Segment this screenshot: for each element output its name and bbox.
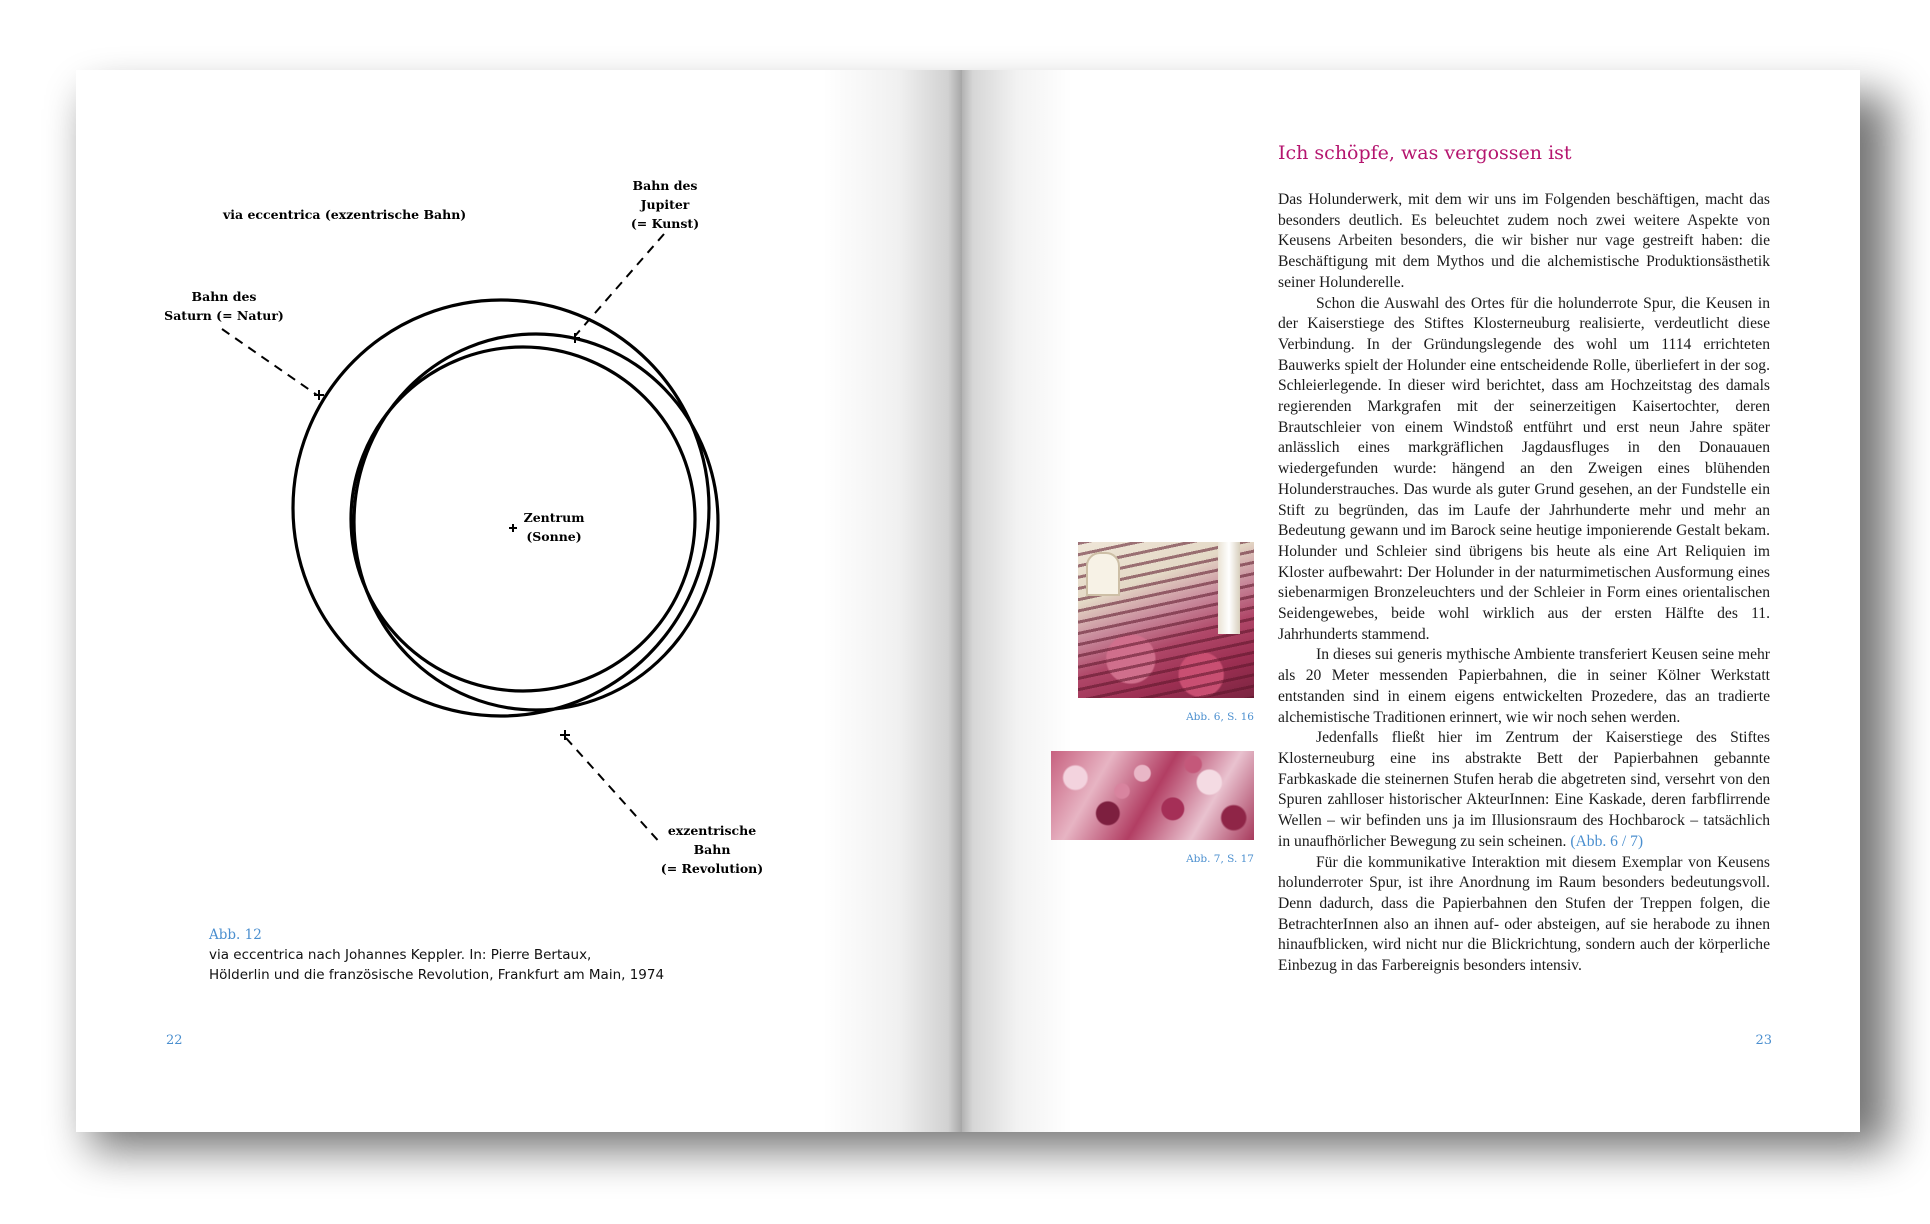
saturn-label-line1: Bahn des — [191, 289, 257, 304]
paragraph-5: Für die kommunikative Interaktion mit diesem Exemplar von Keusens holunderroter Spur, ist ihre Anordnung im Raum besonders bedeutungsvoll. Denn dadurch, dass die Papierbahnen den Stufen der Treppen folgen, die BetrachterInnen also an ihnen auf- oder absteigen, auf sie herabode zu ihnen hinaufblicken, wird nicht nur die Blickrichtung, sondern auch der körperliche Einbezug in das Farbereignis besonders intensiv. — [1278, 853, 1770, 975]
paragraph-3: In dieses sui generis mythische Ambiente transferiert Keusen seine mehr als 20 Meter messenden Papierbahnen, die in seiner Kölner Werkstatt entstanden sind in einem eigens entwickelten Prozedere, das an tradierte alchemistische Traditionen erinnert, wie wir noch sehen werden. — [1278, 646, 1770, 726]
figure-caption — [209, 925, 849, 985]
paragraph-2: Schon die Auswahl des Ortes für die holunderrote Spur, die Keusen in der Kaiserstiege des Stiftes Klosterneuburg realisierte, verdeutlicht diese Verbindung. In der Gründungslegende des wohl um 1114 errichteten Bauwerks spielt der Holunder eine entscheidende Rolle, überliefert in der sog. Schleierlegende. In dieser wird berichtet, dass am Hochzeitstag des damals regierenden Markgrafen mit der seinerzeitigen Kaisertochter, deren Brautschleier von einem Windstoß entführt und erst neun Jahre später anlässlich eines markgräflichen Jagdausfluges in den Donauauen wiedergefunden wurde: hängend an den Zweigen eines blühenden Holunderstrauches. Das wurde als guter Grund gesehen, an der Fundstelle ein Stift zu begründen, das im Laufe der Jahrhunderte mehr und mehr an Bedeutung gewann und im Barock seine heutige imponierende Gestalt bekam. Holunder und Schleier sind übrigens bis heute als eine Art Reliquien im Kloster aufbewahrt: Der Holunder in der naturmimetischen Ausformung eines siebenarmigen Bronzeleuchters und der Schleier in Form eines orientalischen Seidengewebes, beide wohl wirklich aus der ersten Hälfte des 11. Jahrhunderts stammend. — [1278, 294, 1770, 643]
figure-reference: (Abb. 6 / 7) — [1570, 832, 1644, 850]
paper-detail-photo — [1051, 751, 1254, 840]
jupiter-label-line1: Bahn des — [632, 178, 698, 193]
chapter-heading: Ich schöpfe, was vergossen ist — [1278, 142, 1572, 164]
body-text — [1278, 190, 1770, 977]
paragraph-4 — [1278, 728, 1770, 852]
eccentric-label-line2: Bahn — [693, 842, 731, 857]
gutter-shadow-left — [822, 70, 962, 1132]
eccentric-label-line3: (= Revolution) — [660, 861, 764, 876]
paragraph-4-text: Jedenfalls fließt hier im Zentrum der Kaiserstiege des Stiftes Klosterneuburg eine ins abstrakte Bett der Papierbahnen gebannte Farbkaskade die steinernen Stufen herab die abgetreten sind, versehrt von den Spuren zahlloser historischer AkteurInnen: Eine Kaskade, deren farbflirrende Wellen – wir befinden uns ja im Illusionsraum des Hochbarock – tatsächlich in unaufhörlicher Bewegung zu sein scheinen. — [1278, 729, 1770, 850]
center-label-line2: (Sonne) — [526, 529, 582, 544]
photo-caption-1: Abb. 6, S. 16 — [1186, 711, 1254, 723]
saturn-leader-line — [222, 329, 317, 395]
page-number-right: 23 — [1755, 1033, 1772, 1048]
photo-pillar — [1218, 542, 1240, 634]
right-page — [962, 70, 1860, 1132]
figure-number: Abb. 12 — [209, 927, 262, 943]
center-label-line1: Zentrum — [523, 510, 585, 525]
gutter-shadow-right — [962, 70, 1072, 1132]
saturn-label-line2: Saturn (= Natur) — [164, 308, 284, 323]
caption-line-2: Hölderlin und die französische Revolution, Frankfurt am Main, 1974 — [209, 967, 665, 983]
jupiter-label-line3: (= Kunst) — [630, 216, 700, 231]
eccentric-cross-mark — [560, 730, 570, 740]
diagram-title: via eccentrica (exzentrische Bahn) — [223, 207, 467, 222]
jupiter-leader-line — [575, 234, 664, 336]
eccentric-leader-line — [566, 738, 662, 845]
center-mark — [509, 524, 517, 532]
photo-window — [1086, 552, 1120, 596]
page-number-left: 22 — [166, 1033, 183, 1048]
staircase-photo — [1078, 542, 1254, 698]
eccentric-label-line1: exzentrische — [667, 823, 757, 838]
caption-line-1: via eccentrica nach Johannes Keppler. In: Pierre Bertaux, — [209, 947, 592, 963]
left-page — [76, 70, 962, 1132]
paragraph-1: Das Holunderwerk, mit dem wir uns im Folgenden beschäftigen, macht das besonders deutlich. Es beleuchtet zudem noch zwei weitere Aspekte von Keusens Arbeiten besonders, die wir bisher nur vage gestreift haben: die Beschäftigung mit dem Mythos und die alchemistische Produktionsästhetik seiner Holunderelle. — [1278, 191, 1770, 291]
photo-caption-2: Abb. 7, S. 17 — [1186, 853, 1254, 865]
jupiter-label-line2: Jupiter — [640, 197, 690, 212]
